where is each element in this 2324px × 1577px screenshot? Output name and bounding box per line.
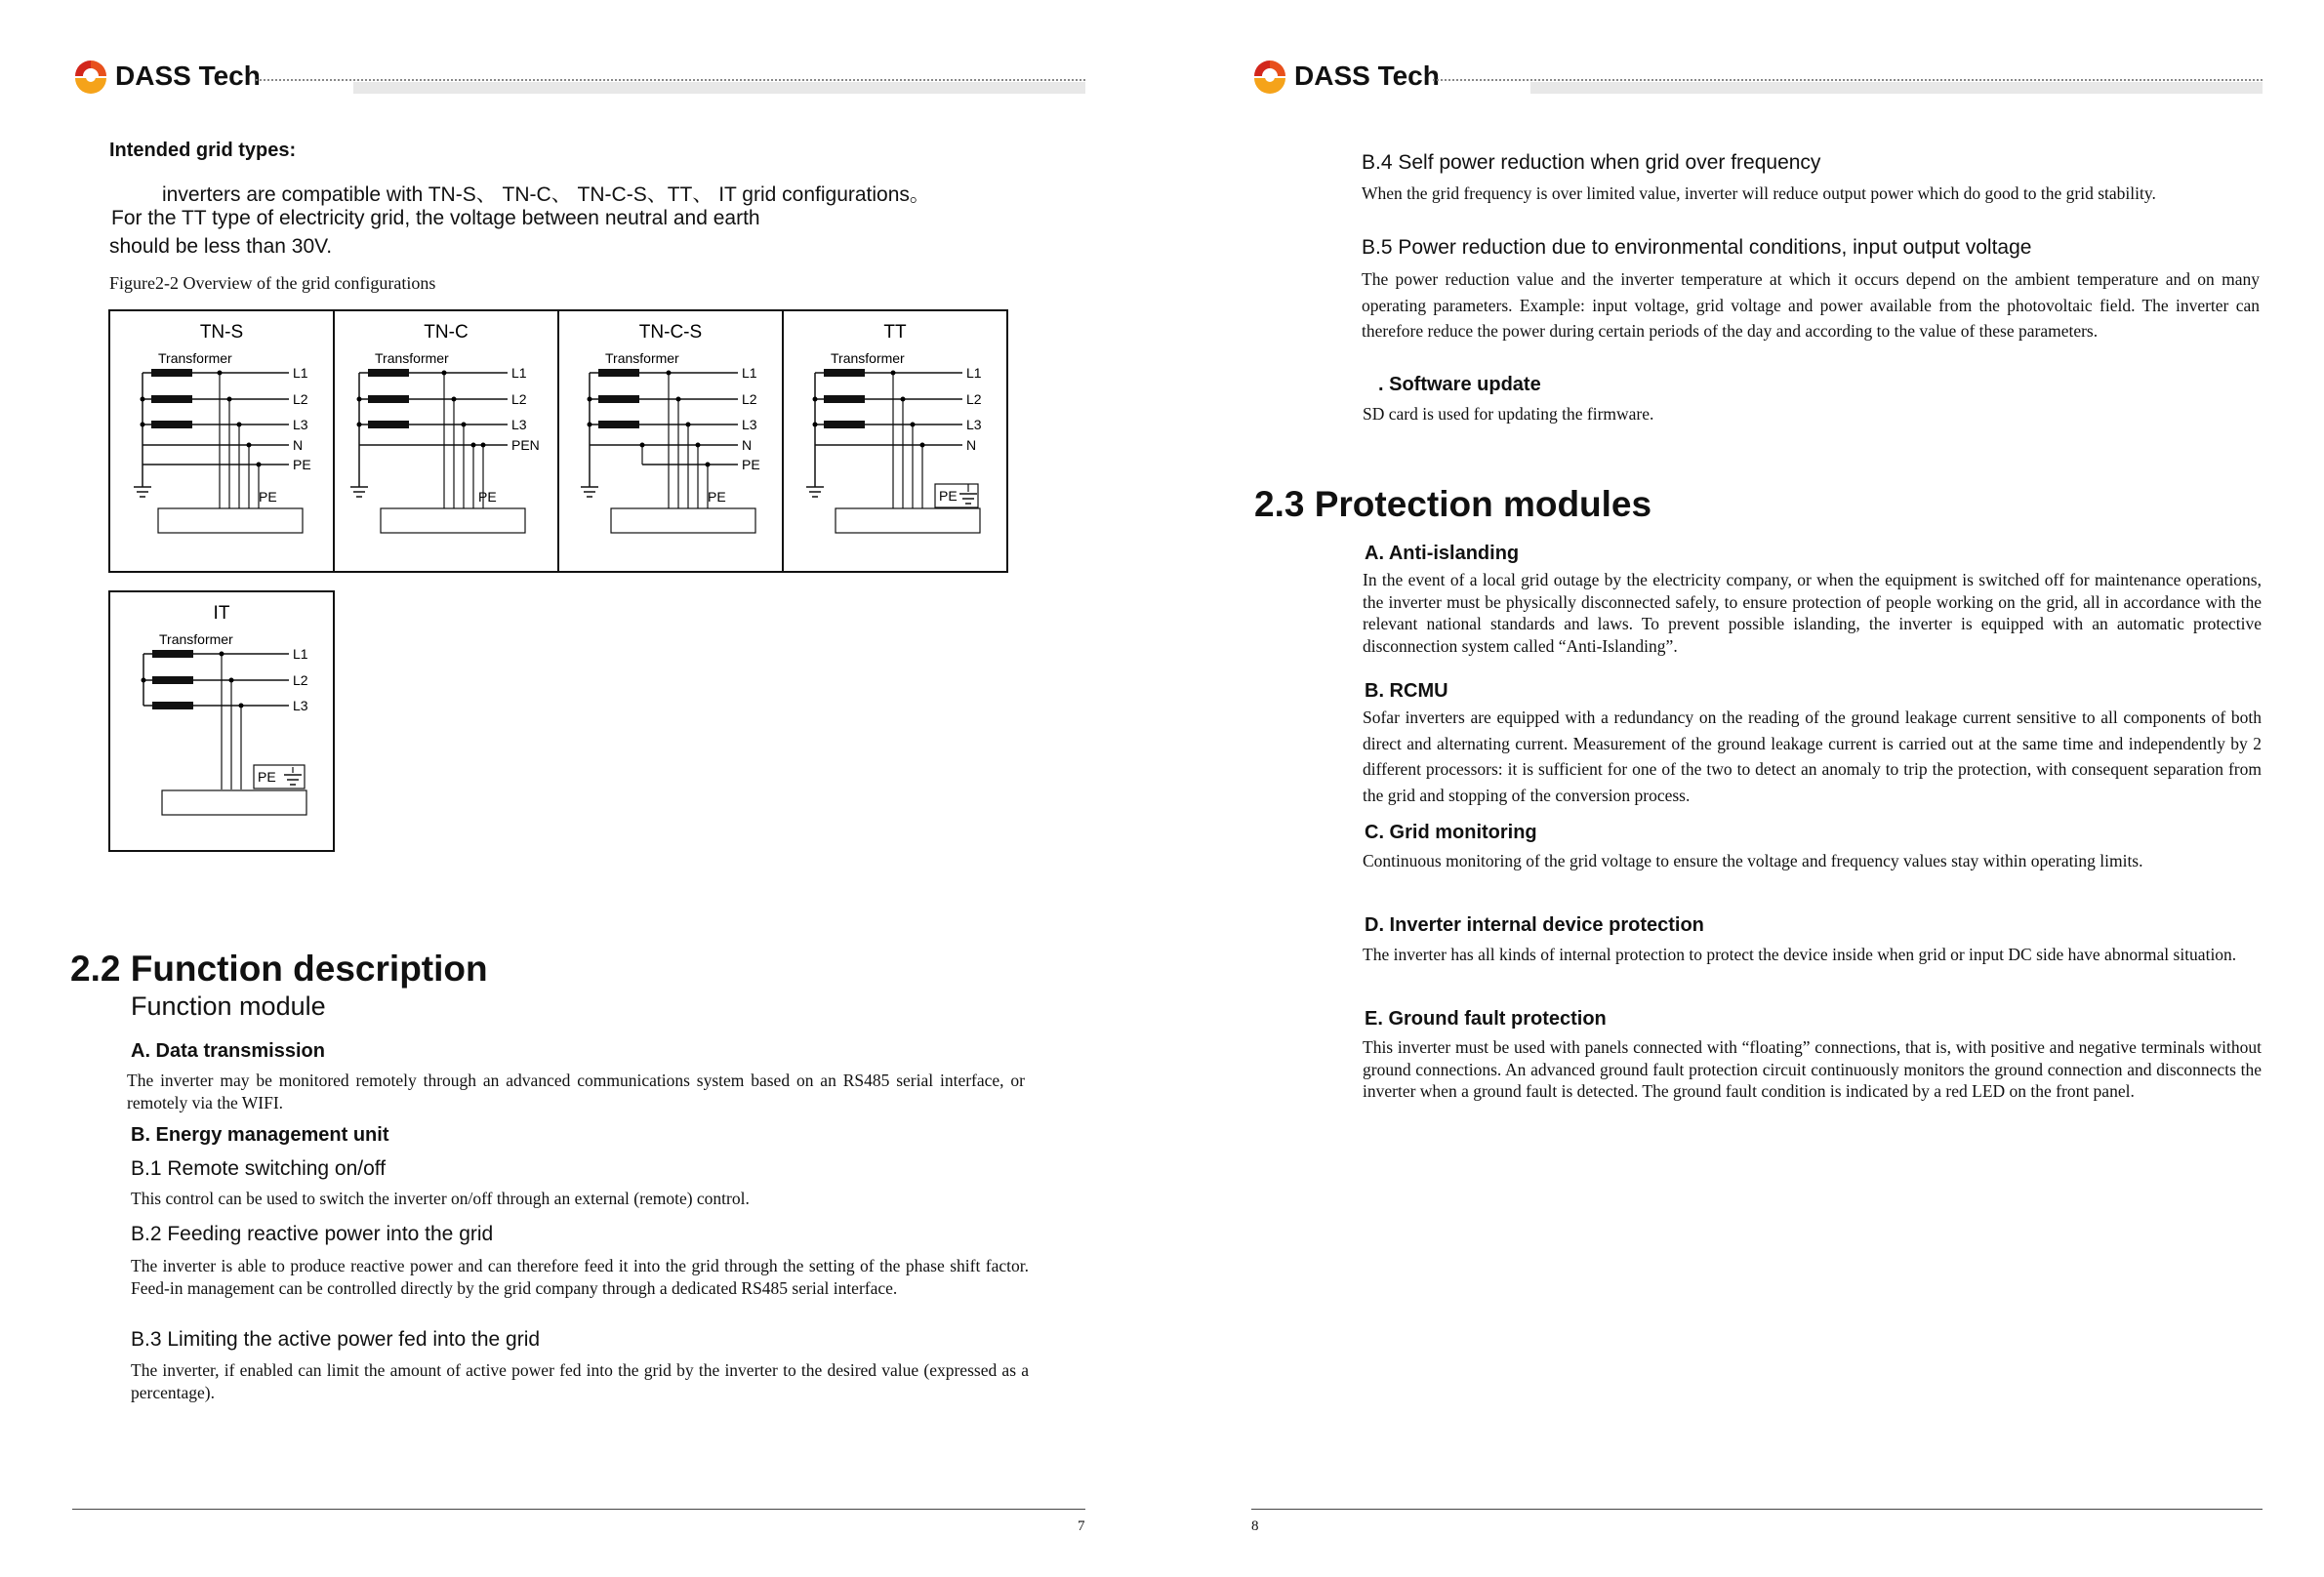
heading-b1: B.1 Remote switching on/off [131, 1157, 387, 1180]
svg-text:L3: L3 [293, 698, 308, 713]
grid-types-text-3: should be less than 30V. [109, 235, 333, 258]
footer-rule [72, 1509, 1085, 1510]
text-b5: The power reduction value and the inverter temperature at which it occurs depend on the ambient temperature and on many operating parameters. Example: input voltage, grid voltage and power available from the photovoltaic field. The inverter can therefore reduce the power during certain periods of the day and according to the value of these parameters. [1362, 269, 2260, 341]
svg-text:N: N [742, 437, 753, 453]
dass-logo-icon [1251, 57, 1288, 96]
heading-data-transmission: A. Data transmission [131, 1040, 325, 1062]
svg-text:PEN: PEN [511, 437, 540, 453]
svg-text:L3: L3 [511, 417, 527, 432]
heading-b4: B.4 Self power reduction when grid over frequency [1362, 151, 1821, 174]
svg-text:PE: PE [259, 489, 277, 505]
svg-text:L2: L2 [511, 391, 527, 407]
svg-text:PE: PE [258, 769, 276, 785]
svg-text:PE: PE [939, 488, 958, 504]
svg-text:Transformer: Transformer [375, 350, 449, 366]
diagram-title-tn-c: TN-C [424, 322, 469, 343]
grid-types-text-2: For the TT type of electricity grid, the voltage between neutral and earth [111, 207, 760, 229]
svg-text:PE: PE [478, 489, 497, 505]
diagram-tn-c [350, 322, 540, 533]
header-logo [72, 55, 261, 98]
figure-caption: Figure2-2 Overview of the grid configurations [109, 273, 436, 293]
heading-b5: B.5 Power reduction due to environmental conditions, input output voltage [1362, 236, 2032, 259]
text-data-transmission: The inverter may be monitored remotely through an advanced communications system based on an RS485 serial interface, or remotely via the WIFI. [127, 1071, 1025, 1112]
svg-text:PE: PE [293, 457, 311, 472]
svg-text:L1: L1 [742, 365, 757, 381]
right-page [1162, 0, 2324, 1577]
grid-types-heading: Intended grid types: [109, 140, 297, 161]
function-module-subtitle: Function module [131, 991, 326, 1021]
dass-logo-icon [72, 57, 109, 96]
svg-text:L2: L2 [966, 391, 982, 407]
heading-anti-islanding: A. Anti-islanding [1365, 543, 1520, 564]
grid-configurations-figure [107, 308, 1010, 855]
footer-rule [1251, 1509, 2263, 1510]
section-title-2-2: 2.2 Function description [70, 949, 488, 989]
svg-text:L3: L3 [293, 417, 308, 432]
heading-energy-management: B. Energy management unit [131, 1124, 389, 1146]
text-internal-protection: The inverter has all kinds of internal protection to protect the device inside when grid or input DC side have abnormal situation. [1363, 945, 2237, 964]
text-grid-monitoring: Continuous monitoring of the grid voltage to ensure the voltage and frequency values stay within operating limits. [1363, 851, 2143, 870]
diagram-it [142, 603, 308, 815]
header-band [353, 82, 1085, 94]
page-number: 7 [1078, 1518, 1085, 1534]
heading-grid-monitoring: C. Grid monitoring [1365, 822, 1537, 843]
svg-text:L2: L2 [293, 391, 308, 407]
heading-ground-fault: E. Ground fault protection [1365, 1008, 1607, 1030]
text-anti-islanding: In the event of a local grid outage by the electricity company, or when the equipment is switched off for maintenance operations, the inverter must be physically disconnected safely, to ensure protection of people working on the grid, all in accordance with the relevant national standards and laws. To prevent possible islanding, the inverter is equipped with an automatic protective disconnection system called “Anti-Islanding”. [1363, 570, 2262, 656]
diagram-tn-c-s [581, 322, 760, 533]
svg-text:L1: L1 [293, 646, 308, 662]
svg-text:L3: L3 [966, 417, 982, 432]
header-rule [256, 79, 1085, 81]
header-logo [1251, 55, 1440, 98]
text-b4: When the grid frequency is over limited value, inverter will reduce output power which do good to the grid stability. [1362, 183, 2156, 203]
heading-internal-protection: D. Inverter internal device protection [1365, 914, 1704, 936]
svg-text:N: N [966, 437, 977, 453]
text-b1: This control can be used to switch the inverter on/off through an external (remote) control. [131, 1189, 750, 1208]
header-band [1530, 82, 2263, 94]
diagram-tn-s [134, 322, 311, 533]
svg-text:Transformer: Transformer [605, 350, 679, 366]
diagram-title-tn-s: TN-S [199, 322, 244, 343]
svg-text:L1: L1 [966, 365, 982, 381]
brand-name: DASS Tech [1294, 61, 1440, 91]
svg-text:L1: L1 [293, 365, 308, 381]
heading-software-update: . Software update [1378, 374, 1541, 395]
svg-text:PE: PE [742, 457, 760, 472]
transformer-label: Transformer [158, 350, 232, 366]
svg-text:L2: L2 [742, 391, 757, 407]
text-software-update: SD card is used for updating the firmware. [1363, 404, 1654, 424]
diagram-title-tn-c-s: TN-C-S [638, 322, 703, 343]
diagram-title-it: IT [213, 603, 230, 624]
svg-text:PE: PE [708, 489, 726, 505]
diagram-title-tt: TT [883, 322, 907, 343]
svg-text:L2: L2 [293, 672, 308, 688]
section-title-2-3: 2.3 Protection modules [1254, 484, 1652, 524]
page-number: 8 [1251, 1518, 1259, 1534]
grid-types-text-1: inverters are compatible with TN-S、 TN-C、 TN-C-S、TT、 IT grid configurations。 [162, 183, 930, 206]
svg-text:Transformer: Transformer [159, 631, 233, 647]
text-ground-fault: This inverter must be used with panels connected with “floating” connections, that is, with positive and negative terminals without ground connections. An advanced ground fault protection circuit continuously monitors the ground connection and disconnects the inverter when a ground fault is detected. The ground fault condition is indicated by a red LED on the front panel. [1363, 1037, 2262, 1101]
svg-text:N: N [293, 437, 304, 453]
brand-name: DASS Tech [115, 61, 261, 91]
text-b3: The inverter, if enabled can limit the amount of active power fed into the grid by the inverter to the desired value (expressed as a percentage). [131, 1360, 1029, 1402]
svg-text:Transformer: Transformer [831, 350, 905, 366]
heading-b2: B.2 Feeding reactive power into the grid [131, 1223, 494, 1245]
heading-rcmu: B. RCMU [1365, 680, 1448, 702]
header-rule [1433, 79, 2263, 81]
text-rcmu: Sofar inverters are equipped with a redundancy on the reading of the ground leakage current sensitive to all components of both direct and alternating current. Measurement of the ground leakage current is carried out at the same time and independently by 2 different processors: it is sufficient for one of the two to detect an anomaly to trip the protection, with consequent separation from the grid and stopping of the conversion process. [1363, 708, 2262, 805]
svg-text:L3: L3 [742, 417, 757, 432]
heading-b3: B.3 Limiting the active power fed into the grid [131, 1328, 541, 1351]
diagram-tt [806, 322, 982, 533]
text-b2: The inverter is able to produce reactive power and can therefore feed it into the grid through the setting of the phase shift factor. Feed-in management can be controlled directly by the grid company through a dedicated RS485 serial interface. [131, 1256, 1029, 1298]
svg-text:L1: L1 [511, 365, 527, 381]
